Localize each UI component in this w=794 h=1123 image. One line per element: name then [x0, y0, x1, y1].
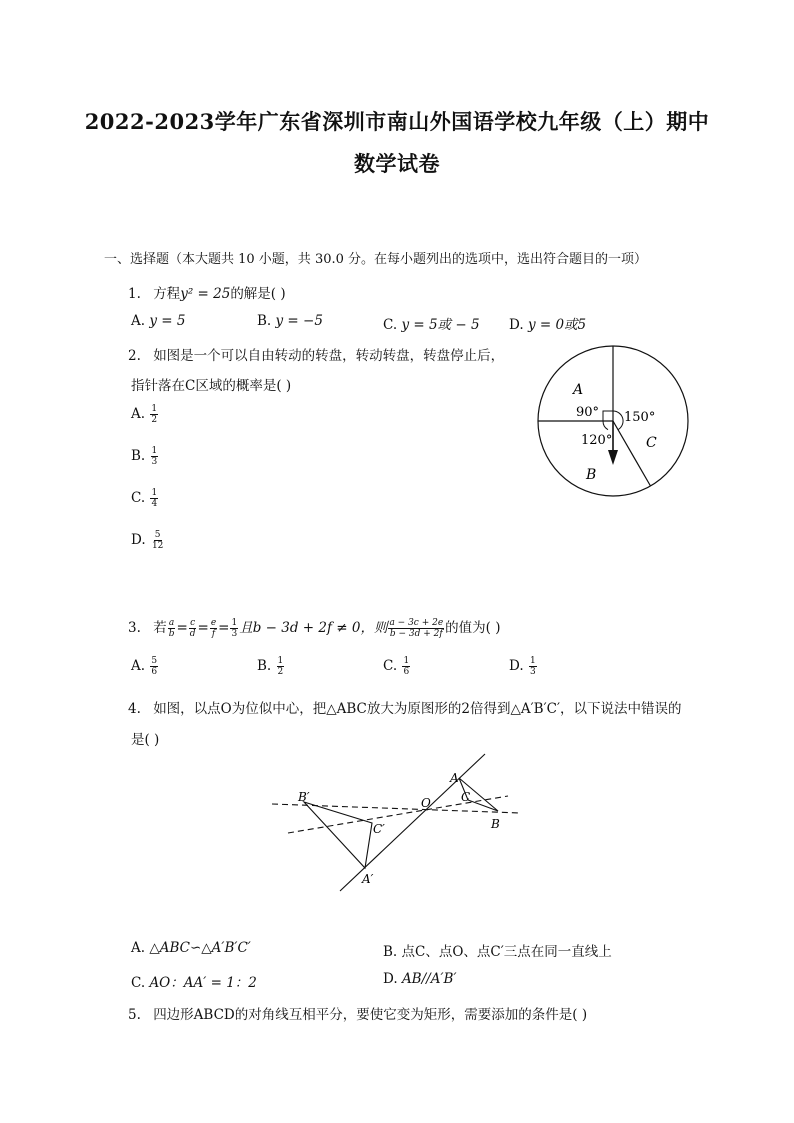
angle-label-150: 150° — [624, 410, 656, 425]
option-label: A. — [131, 406, 146, 422]
option-label: B. — [257, 658, 272, 674]
option-text: y = −5 — [275, 313, 323, 329]
question-1 — [128, 282, 286, 302]
q4-option-d[interactable] — [383, 971, 457, 987]
fraction-numerator: 1 — [151, 446, 158, 456]
fraction-denominator: 6 — [403, 667, 410, 677]
option-fraction — [529, 656, 537, 677]
point-label-c: C — [461, 790, 471, 804]
page-title: 2022-2023学年广东省深圳市南山外国语学校九年级（上）期中 — [84, 109, 710, 134]
option-label: D. — [383, 971, 398, 987]
fraction-denominator: d — [189, 629, 196, 639]
spinner-figure — [530, 340, 700, 500]
option-label: D. — [131, 532, 146, 548]
option-fraction — [277, 656, 285, 677]
fraction-expression — [388, 618, 444, 639]
question-stem-if: 若 — [153, 620, 167, 636]
fraction-numerator: 1 — [277, 656, 284, 666]
fraction-denominator: b − 3d + 2f — [389, 629, 443, 639]
homothety-figure — [265, 748, 535, 900]
question-stem-line1: 如图，以点O为位似中心，把△ABC放大为原图形的2倍得到△A′B′C′，以下说法中错误的 — [153, 701, 682, 717]
option-text: △ABC∽△A′B′C′ — [149, 940, 251, 956]
angle-arc-120 — [603, 421, 608, 430]
fraction-numerator: c — [190, 618, 196, 628]
fraction-numerator: 1 — [151, 488, 158, 498]
fraction-numerator: 1 — [151, 404, 158, 414]
fraction-numerator: 1 — [529, 656, 536, 666]
point-label-b-prime: B′ — [298, 790, 310, 804]
option-text: y = 0或5 — [527, 317, 587, 333]
fraction-a-b — [168, 618, 176, 639]
question-number: 3. — [128, 620, 141, 636]
point-label-b: B — [491, 817, 500, 831]
right-angle-mark — [603, 411, 613, 421]
q3-option-b[interactable] — [257, 656, 285, 677]
fraction-denominator: f — [211, 629, 216, 639]
fraction-denominator: 2 — [151, 415, 158, 425]
option-fraction — [151, 530, 164, 551]
question-number: 1. — [128, 286, 141, 302]
option-label: A. — [131, 940, 146, 956]
fraction-denominator: 6 — [151, 667, 158, 677]
fraction-numerator: 1 — [403, 656, 410, 666]
fraction-numerator: 5 — [151, 656, 158, 666]
option-label: A. — [131, 658, 146, 674]
fraction-denominator: 3 — [529, 667, 536, 677]
q1-option-c[interactable] — [383, 313, 480, 333]
question-2-line2: 指针落在C区域的概率是( ) — [131, 378, 292, 394]
question-stem-math: y² = 25 — [180, 286, 231, 302]
page-subtitle: 数学试卷 — [354, 151, 440, 176]
option-label: C. — [131, 490, 146, 506]
q3-option-d[interactable] — [509, 656, 538, 677]
fraction-e-f — [210, 618, 217, 639]
fraction-denominator: 4 — [151, 499, 158, 509]
pointer-arrowhead-icon — [608, 450, 618, 465]
option-label: B. — [257, 313, 272, 329]
q4-option-b[interactable] — [383, 940, 612, 960]
option-label: D. — [509, 317, 524, 333]
option-fraction — [150, 656, 158, 677]
q2-option-b[interactable] — [131, 446, 159, 467]
point-label-a-prime: A′ — [362, 872, 374, 886]
fraction-denominator: 12 — [151, 541, 164, 551]
q3-option-a[interactable] — [131, 656, 159, 677]
option-label: D. — [509, 658, 524, 674]
question-3: 3. 若 $\frac{a}{b}$ = $\frac{c}{d}$ = $\frac{e}{f}$ = $\frac{1}{3}$ 且b − 3d + 2f ≠ 0，则 $\frac{a - 3c + 2e}{b - 3d + 2f}$ 的值为( ) — [128, 618, 501, 639]
triangle-a-prime-b-prime-c-prime — [304, 802, 372, 868]
fraction-denominator: 3 — [151, 457, 158, 467]
question-number: 4. — [128, 701, 141, 717]
option-label: B. — [131, 448, 146, 464]
q4-option-c[interactable] — [131, 971, 257, 991]
fraction-c-d — [189, 618, 197, 639]
question-4 — [128, 697, 682, 717]
section-heading: 一、选择题（本大题共 10 小题，共 30.0 分。在每小题列出的选项中，选出符合题目的一项） — [104, 252, 648, 267]
option-label: B. — [383, 944, 398, 960]
option-fraction — [402, 656, 410, 677]
fraction-numerator: 5 — [154, 530, 161, 540]
option-fraction — [150, 404, 158, 425]
q2-option-d[interactable] — [131, 530, 165, 551]
fraction-denominator: b — [168, 629, 175, 639]
question-stem-line1: 如图是一个可以自由转动的转盘，转动转盘，转盘停止后， — [153, 348, 505, 364]
point-label-c-prime: C′ — [373, 822, 385, 836]
fraction-numerator: 1 — [231, 618, 238, 628]
option-text: y = 5 — [149, 313, 186, 329]
angle-arc-150 — [613, 411, 623, 430]
region-label-b: B — [586, 467, 597, 483]
option-text: AB//A′B′ — [401, 971, 457, 987]
option-label: A. — [131, 313, 146, 329]
region-label-a: A — [573, 382, 584, 398]
fraction-denominator: 2 — [277, 667, 284, 677]
option-fraction — [151, 446, 159, 467]
q2-option-c[interactable] — [131, 488, 159, 509]
fraction-denominator: 3 — [231, 629, 238, 639]
question-number: 5. — [128, 1007, 141, 1023]
q3-option-c[interactable] — [383, 656, 411, 677]
q1-option-d[interactable] — [509, 313, 586, 333]
option-text: AO：AA′ = 1：2 — [149, 975, 257, 991]
angle-label-90: 90° — [576, 405, 600, 420]
dashed-line-cc-prime — [288, 796, 508, 833]
question-2 — [128, 344, 504, 364]
point-label-a: A — [450, 771, 459, 785]
question-stem: 四边形ABCD的对角线互相平分，要使它变为矩形，需要添加的条件是( ) — [153, 1007, 588, 1023]
option-text: y = 5或 − 5 — [401, 317, 480, 333]
line-aa-prime — [340, 754, 485, 891]
option-text: 点C、点O、点C′三点在同一直线上 — [401, 944, 612, 960]
q1-option-a[interactable] — [131, 313, 185, 329]
question-5 — [128, 1003, 587, 1023]
question-stem-prefix: 方程 — [153, 286, 181, 302]
option-fraction — [150, 488, 158, 509]
q4-option-a[interactable] — [131, 940, 251, 956]
option-label: C. — [383, 317, 398, 333]
fraction-numerator: e — [210, 618, 217, 628]
q1-option-b[interactable] — [257, 313, 323, 329]
q2-option-a[interactable] — [131, 404, 159, 425]
question-stem-condition: 且b − 3d + 2f ≠ 0，则 — [239, 620, 388, 636]
point-label-o: O — [421, 796, 431, 810]
option-label: C. — [383, 658, 398, 674]
question-stem-suffix: 的值为( ) — [445, 620, 501, 636]
question-4-line2: 是( ) — [131, 732, 160, 748]
option-label: C. — [131, 975, 146, 991]
question-number: 2. — [128, 348, 141, 364]
fraction-numerator: a — [168, 618, 175, 628]
angle-label-120: 120° — [581, 433, 613, 448]
spinner-radius-lower-right — [613, 421, 651, 486]
question-stem-suffix: 的解是( ) — [230, 286, 286, 302]
fraction-numerator: a − 3c + 2e — [389, 618, 444, 628]
region-label-c: C — [646, 435, 657, 451]
fraction-one-third — [230, 618, 238, 639]
